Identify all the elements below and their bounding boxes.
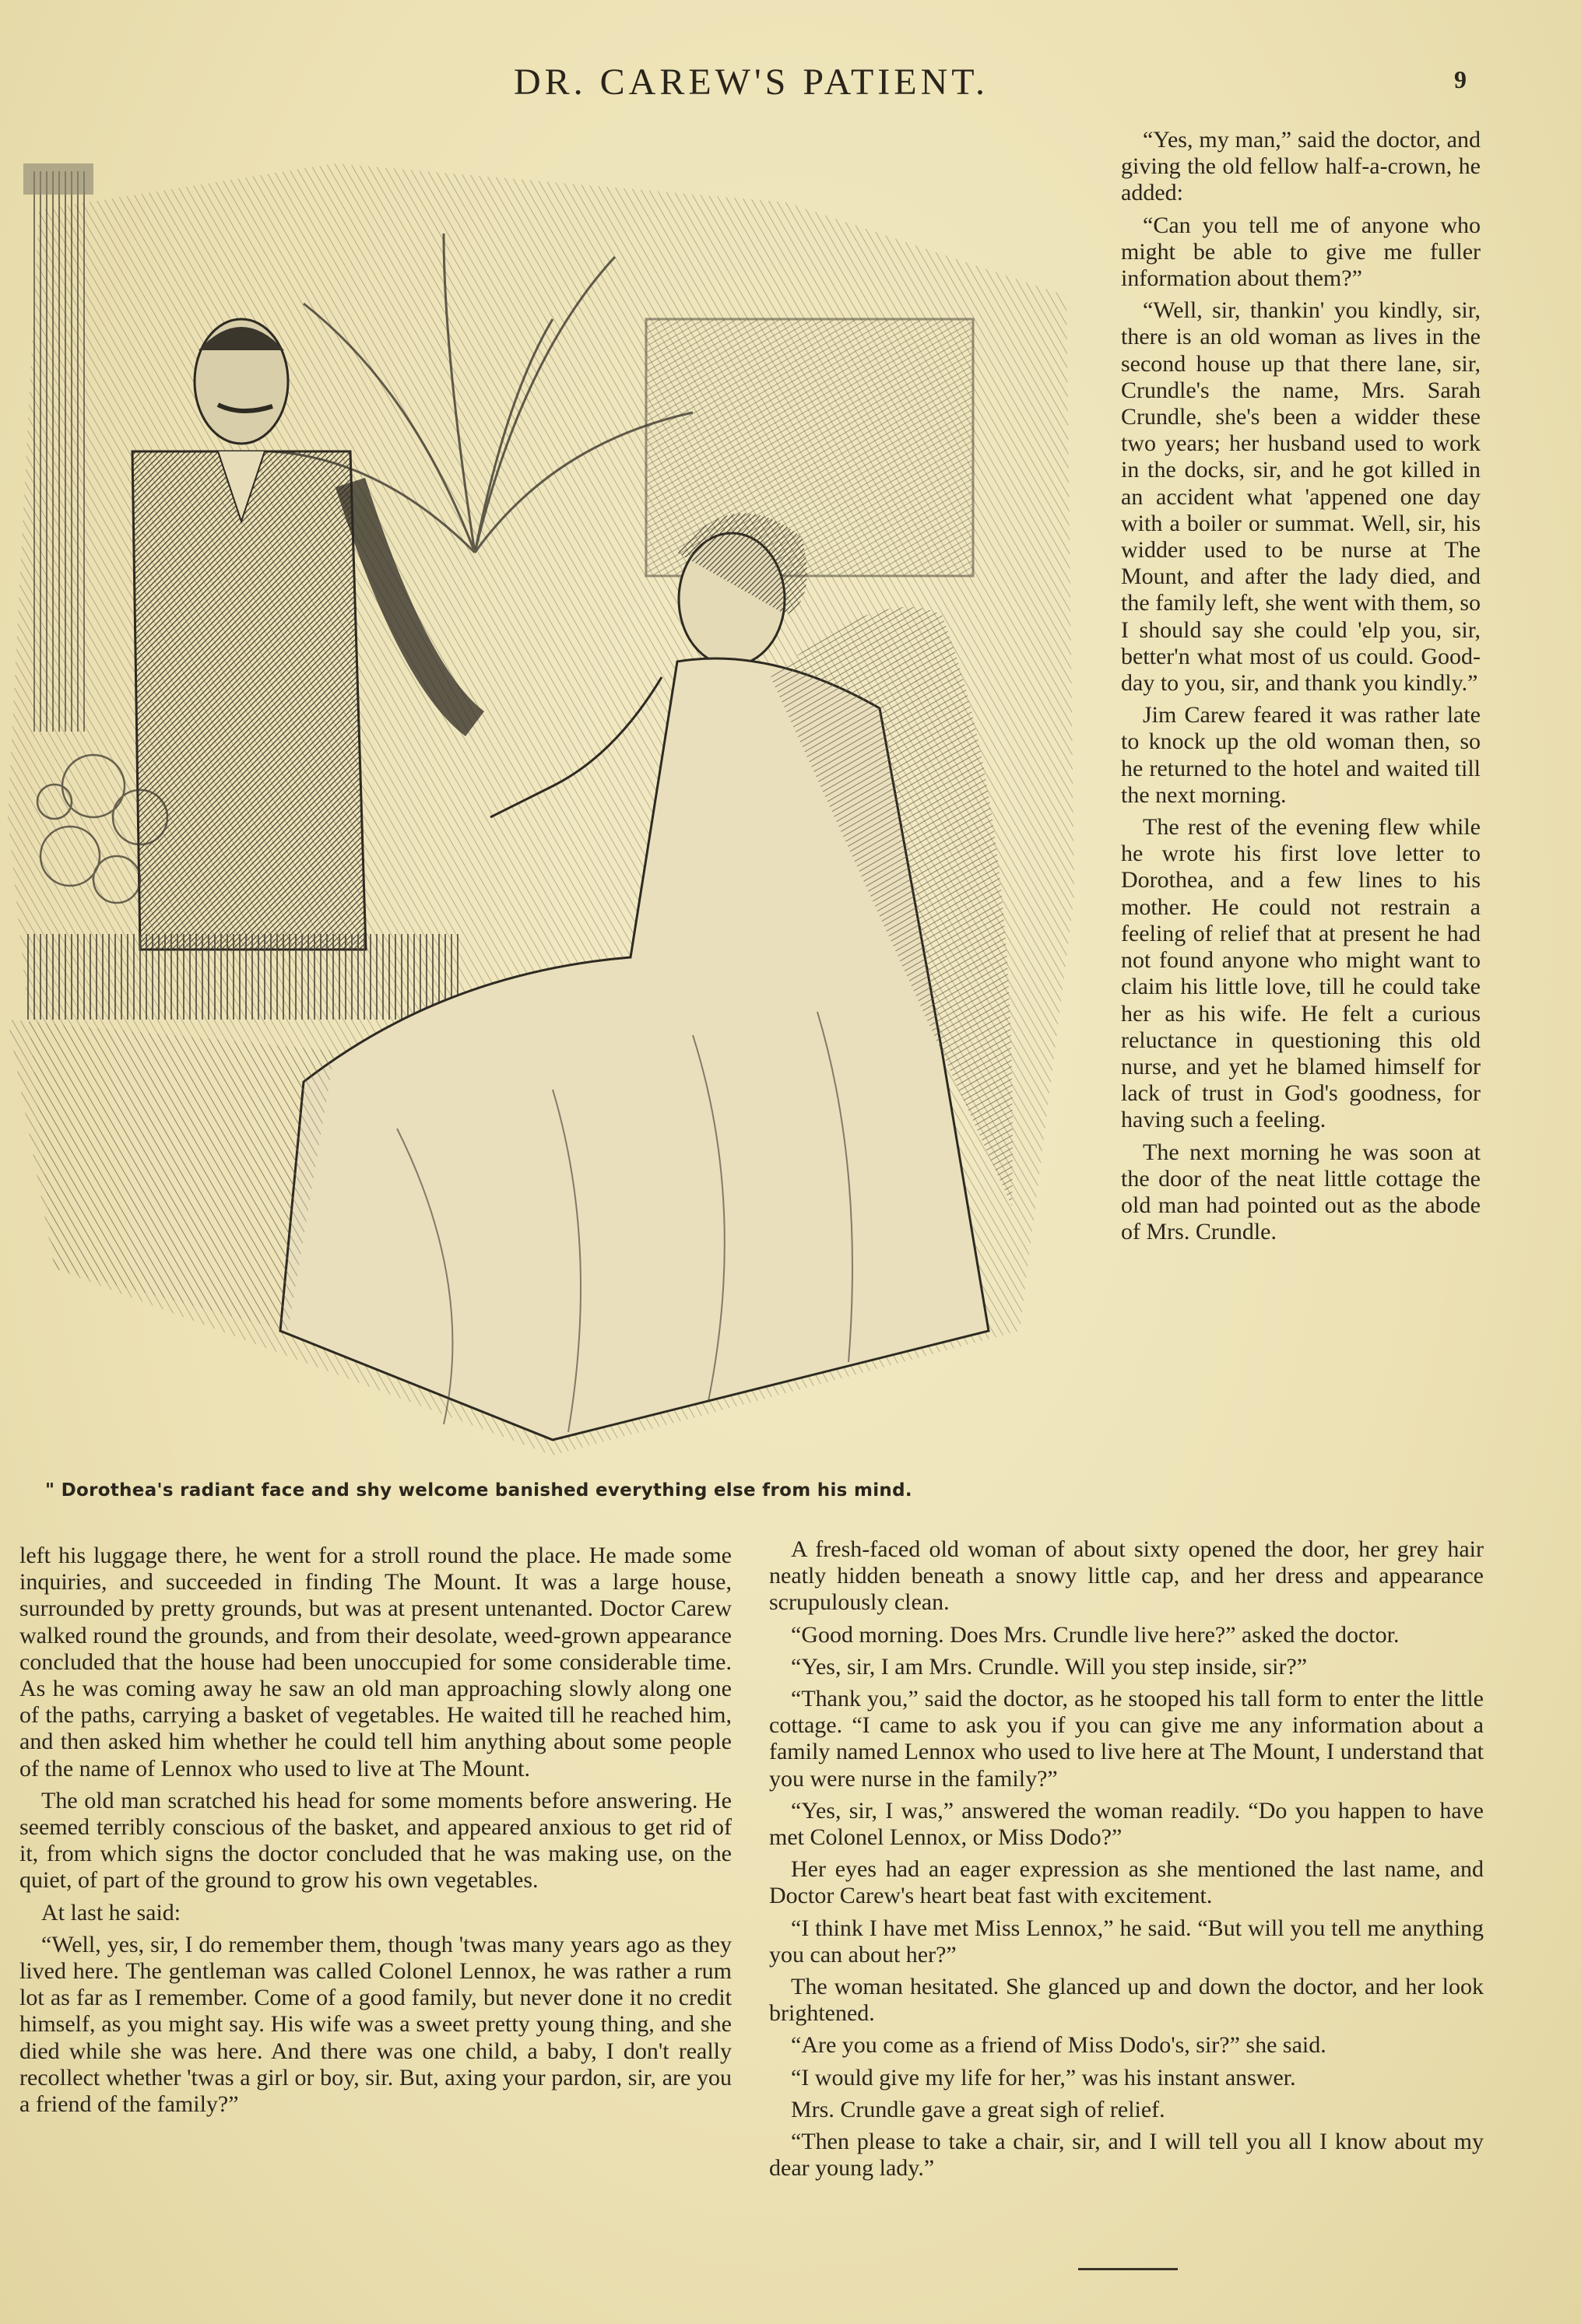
left-text-column [19,1543,732,2123]
paragraph: “Then please to take a chair, sir, and I will tell you all I know about my dear young lady.” [769,2129,1484,2182]
middle-text-column [769,1536,1484,2187]
page-number: 9 [1454,65,1467,93]
paragraph: The old man scratched his head for some moments before answering. He seemed terribly conscious of the basket, and appeared anxious to get rid of it, from which signs the doctor concluded that he was making use, on the quiet, of part of the ground to grow his own vegetables. [19,1787,732,1894]
paragraph: “Good morning. Does Mrs. Crundle live here?” asked the doctor. [791,1621,1400,1648]
paragraph: Her eyes had an eager expression as she mentioned the last name, and Doctor Carew's heart beat fast with excitement. [769,1856,1484,1909]
paragraph: A fresh-faced old woman of about sixty opened the door, her grey hair neatly hidden beneath a snowy little cap, and her dress and appearance scrupulously clean. [769,1536,1484,1616]
paragraph: Jim Carew feared it was rather late to knock up the old woman then, so he returned to the hotel and waited till the next morning. [1121,702,1481,808]
paragraph: “Yes, sir, I am Mrs. Crundle. Will you step inside, sir?” [791,1653,1308,1680]
paragraph: The rest of the evening flew while he wrote his first love letter to Dorothea, and a few lines to his mother. He could not restrain a feeling of relief that at present he had not found anyone who might want to claim his little love, till he could take her as his wife. He felt a curious reluctance in questioning this old nurse, and yet he blamed himself for lack of trust in God's goodness, for having such a feeling. [1121,814,1481,1133]
right-text-column [1121,127,1481,1251]
engraving-illustration [8,117,1090,1463]
paragraph: Mrs. Crundle gave a great sigh of relief. [791,2096,1165,2122]
paragraph: “Well, yes, sir, I do remember them, though 'twas many years ago as they lived here. The gentleman was called Colonel Lennox, he was rather a rum lot as far as I remember. Come of a good family, but never done it no credit himself, as you might say. His wife was a sweet pretty young thing, and she died while she was here. And there was one child, a baby, I don't really recollect whether 'twas a girl or boy, sir. But, axing your pardon, sir, are you a friend of the family?” [19,1931,732,2118]
paragraph: left his luggage there, he went for a stroll round the place. He made some inquiries, and succeeded in finding The Mount. It was a large house, surrounded by pretty grounds, but was at present untenanted. Doctor Carew walked round the grounds, and from their desolate, weed-grown appearance concluded that the house had been unoccupied for some considerable time. As he was coming away he saw an old man approaching slowly along one of the paths, carrying a basket of vegetables. He waited till he reached him, and then asked him whether he could tell him anything about some people of the name of Lennox who used to live at The Mount. [19,1543,732,1782]
paragraph: “Yes, sir, I was,” answered the woman readily. “Do you happen to have met Colonel Lennox, or Miss Dodo?” [769,1797,1484,1851]
paragraph: At last he said: [41,1899,181,1926]
end-rule [1078,2268,1178,2270]
paragraph: The woman hesitated. She glanced up and down the doctor, and her look brightened. [769,1974,1484,2027]
paragraph: “I think I have met Miss Lennox,” he said. “But will you tell me anything you can about her?” [769,1915,1484,1968]
paragraph: “I would give my life for her,” was his instant answer. [791,2064,1296,2091]
paragraph: “Thank you,” said the doctor, as he stooped his tall form to enter the little cottage. “I came to ask you if you can give me any information about a family named Lennox who used to live here at The Mount, I understand that you were nurse in the family?” [769,1686,1484,1792]
paragraph: The next morning he was soon at the door of the neat little cottage the old man had pointed out as the abode of Mrs. Crundle. [1121,1139,1481,1245]
illustration-caption: " Dorothea's radiant face and shy welcome banished everything else from his mind. [45,1480,912,1501]
paragraph: “Can you tell me of anyone who might be able to give me fuller information about them?” [1121,212,1481,292]
paragraph: “Yes, my man,” said the doctor, and giving the old fellow half-a-crown, he added: [1121,127,1481,206]
paragraph: “Well, sir, thankin' you kindly, sir, there is an old woman as lives in the second house up that there lane, sir, Crundle's the name, Mrs. Sarah Crundle, she's been a widder these two years; her husband used to work in the docks, sir, and he got killed in an accident what 'appened one day with a boiler or summat. Well, sir, his widder used to be nurse at The Mount, and after the lady died, and the family left, she went with them, so I should say she could 'elp you, sir, better'n what most of us could. Good-day to you, sir, and thank you kindly.” [1121,297,1481,697]
paragraph: “Are you come as a friend of Miss Dodo's, sir?” she said. [791,2032,1326,2059]
running-title: DR. CAREW'S PATIENT. [513,61,989,103]
